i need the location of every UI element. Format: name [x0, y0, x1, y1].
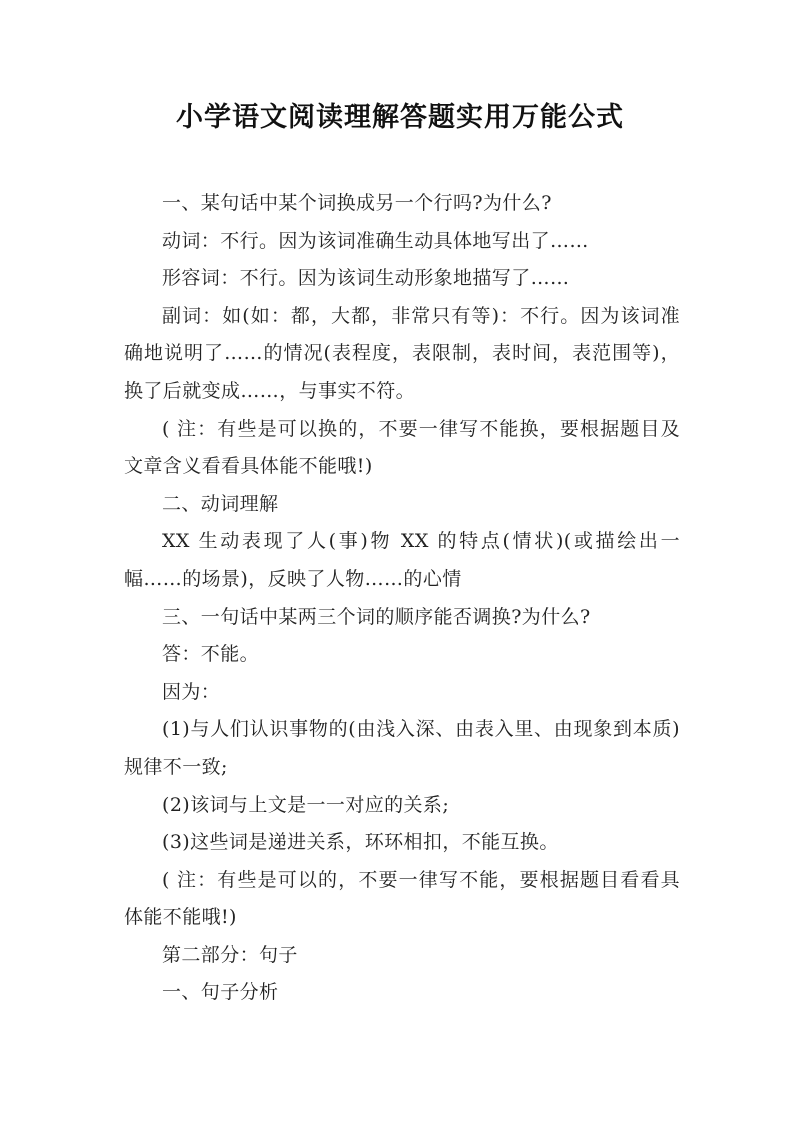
paragraph: 一、句子分析 [162, 981, 279, 1004]
paragraph: ( 注：有些是可以换的，不要一律写不能换，要根据题目及文章含义看看具体能不能哦!) [124, 417, 680, 478]
paragraph: XX 生动表现了人(事)物 XX 的特点(情状)(或描绘出一幅……的场景)，反映了人物……的心情 [124, 530, 680, 590]
document-title: 小学语文阅读理解答题实用万能公式 [176, 102, 624, 133]
paragraph: ( 注：有些是可以的，不要一律写不能，要根据题目看看具体能不能哦!) [124, 868, 680, 929]
document-body [124, 185, 680, 1012]
paragraph: 动词：不行。因为该词准确生动具体地写出了…… [162, 229, 589, 252]
paragraph: (3)这些词是递进关系，环环相扣，不能互换。 [162, 831, 559, 854]
paragraph: 第二部分：句子 [162, 943, 298, 966]
paragraph: 一、某句话中某个词换成另一个行吗?为什么? [162, 192, 552, 214]
paragraph: 因为： [162, 680, 221, 703]
paragraph: 副词：如(如：都，大都，非常只有等)：不行。因为该词准确地说明了……的情况(表程度，表限制，表时间，表范围等)，换了后就变成……，与事实不符。 [124, 304, 680, 402]
paragraph: 三、一句话中某两三个词的顺序能否调换?为什么? [162, 605, 591, 628]
paragraph: (1)与人们认识事物的(由浅入深、由表入里、由现象到本质)规律不一致; [124, 718, 680, 778]
paragraph: 二、动词理解 [162, 492, 279, 515]
paragraph: (2)该词与上文是一一对应的关系; [162, 793, 450, 816]
paragraph: 答：不能。 [162, 643, 260, 666]
paragraph: 形容词：不行。因为该词生动形象地描写了…… [162, 267, 570, 290]
